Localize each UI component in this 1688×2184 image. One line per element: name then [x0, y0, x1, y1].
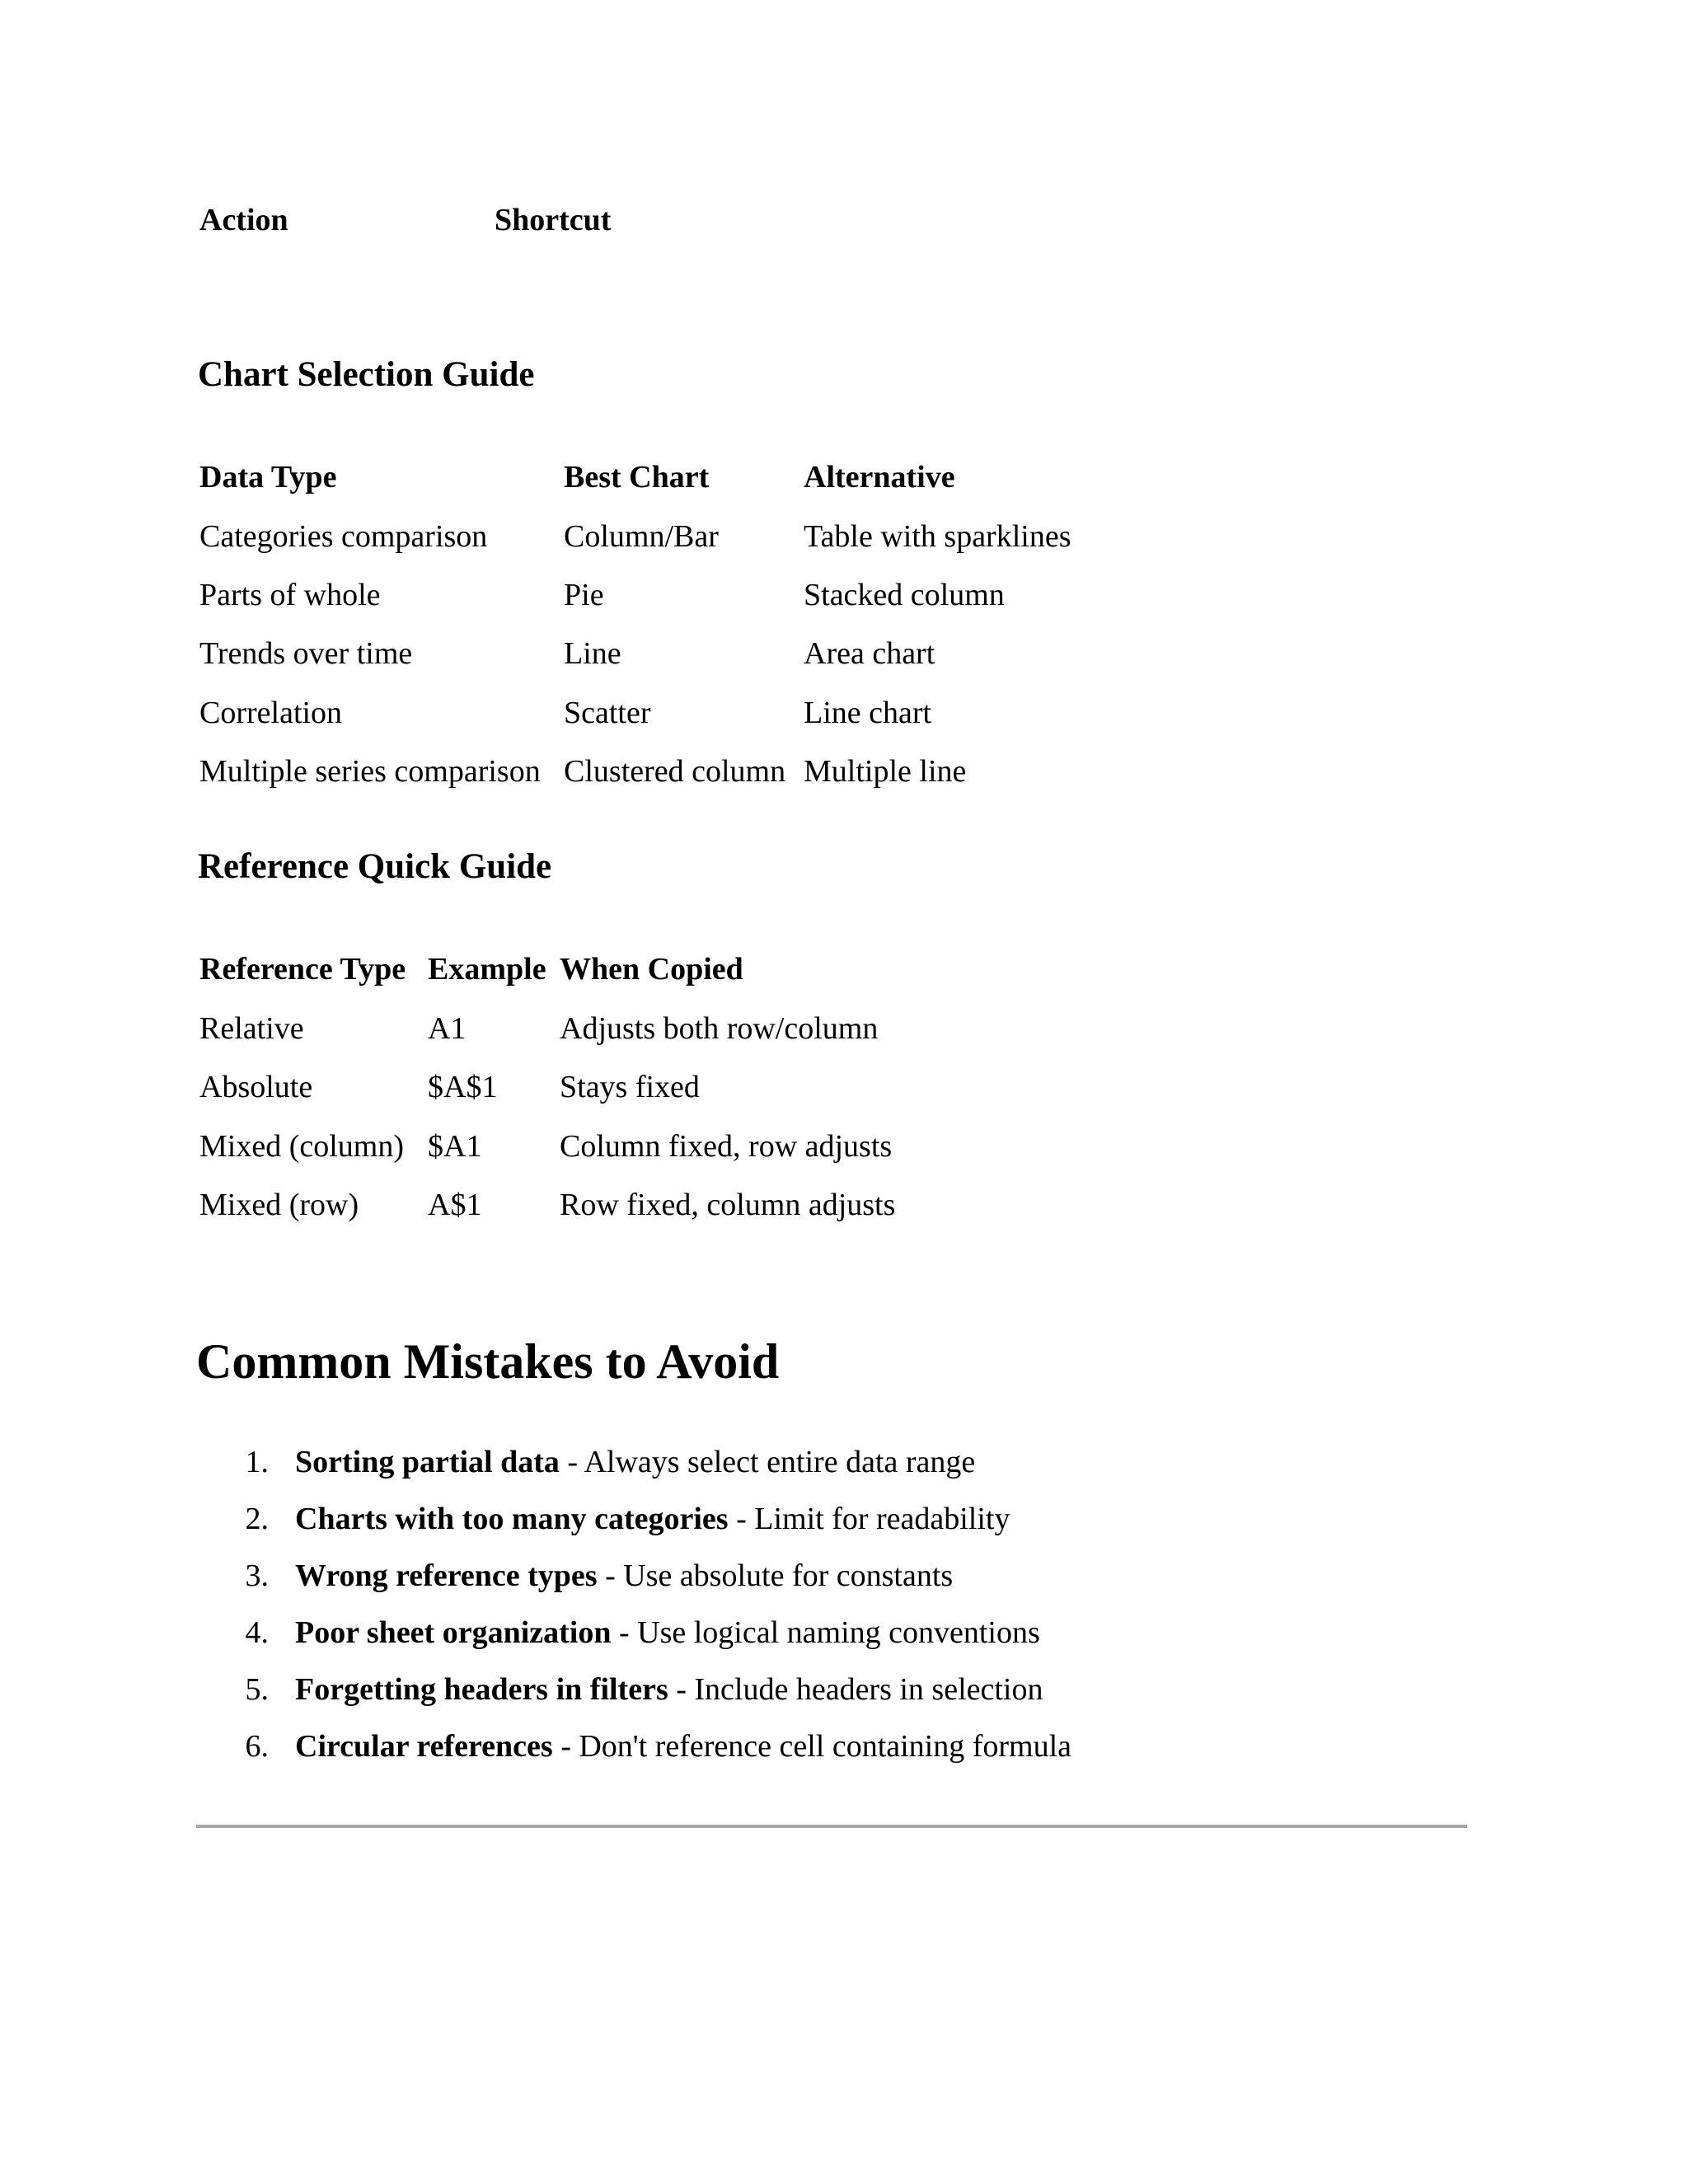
table-header-row — [199, 462, 1071, 521]
table-row — [199, 638, 1071, 697]
column-header-best-chart: Best Chart — [564, 460, 710, 494]
table-cell: Mixed (column) — [199, 1129, 405, 1164]
table-header-row — [199, 954, 895, 1013]
table-cell: Categories comparison — [199, 519, 488, 554]
table-cell: Table with sparklines — [804, 519, 1071, 554]
table-row — [199, 579, 1071, 638]
list-item-text — [295, 1503, 1010, 1535]
table-cell: Relative — [199, 1011, 304, 1046]
table-cell: Stays fixed — [560, 1070, 700, 1104]
list-item-text — [295, 1446, 975, 1478]
table-cell: Correlation — [199, 696, 343, 730]
list-item-text — [295, 1560, 953, 1591]
list-item-title: Circular references — [295, 1729, 553, 1764]
chart-guide-heading: Chart Selection Guide — [198, 355, 535, 394]
table-cell: Stacked column — [804, 578, 1005, 612]
list-item-text — [295, 1617, 1040, 1648]
table-cell: Absolute — [199, 1070, 313, 1104]
table-cell: Pie — [564, 578, 604, 612]
table-cell: Scatter — [564, 696, 651, 730]
table-header-row — [199, 204, 611, 236]
table-cell: Area chart — [804, 636, 935, 671]
list-item-title: Charts with too many categories — [295, 1502, 729, 1536]
table-cell: Column fixed, row adjusts — [560, 1129, 893, 1164]
table-cell: A$1 — [428, 1188, 482, 1222]
chart-guide-table — [199, 462, 1071, 805]
table-row — [199, 1071, 895, 1131]
table-row — [199, 756, 1071, 805]
list-item-number: 1. — [245, 1445, 269, 1479]
table-cell: Line — [564, 636, 621, 671]
table-cell: Parts of whole — [199, 578, 381, 612]
table-row — [199, 1131, 895, 1189]
list-item-number: 4. — [245, 1615, 269, 1650]
column-header-when-copied: When Copied — [560, 952, 743, 987]
list-item-description: - Include headers in selection — [668, 1672, 1043, 1707]
table-cell: Adjusts both row/column — [560, 1011, 879, 1046]
reference-guide-heading: Reference Quick Guide — [198, 847, 552, 886]
list-item-number: 2. — [245, 1502, 269, 1536]
list-item-title: Sorting partial data — [295, 1445, 560, 1479]
list-item-number: 6. — [245, 1729, 269, 1764]
list-item-text — [295, 1674, 1043, 1705]
list-item-description: - Don't reference cell containing formula — [552, 1729, 1072, 1764]
table-cell: $A1 — [428, 1129, 482, 1164]
list-item-number: 5. — [245, 1672, 269, 1707]
column-header-example: Example — [428, 952, 546, 987]
table-cell: Mixed (row) — [199, 1188, 359, 1222]
list-item-description: - Limit for readability — [728, 1502, 1010, 1536]
column-header-alternative: Alternative — [804, 460, 955, 494]
list-item-title: Poor sheet organization — [295, 1615, 612, 1650]
mistakes-heading: Common Mistakes to Avoid — [196, 1334, 780, 1389]
table-cell: Multiple series comparison — [199, 754, 541, 789]
list-item-description: - Use logical naming conventions — [611, 1615, 1040, 1650]
list-item-title: Wrong reference types — [295, 1558, 598, 1593]
table-cell: Line chart — [804, 696, 932, 730]
table-cell: Row fixed, column adjusts — [560, 1188, 896, 1222]
list-item-description: - Use absolute for constants — [597, 1558, 954, 1593]
table-row — [199, 1013, 895, 1071]
list-item-text — [295, 1731, 1071, 1762]
table-cell: $A$1 — [428, 1070, 498, 1104]
table-cell: Multiple line — [804, 754, 967, 789]
list-item-number: 3. — [245, 1558, 269, 1593]
table-cell: Column/Bar — [564, 519, 719, 554]
horizontal-rule — [196, 1825, 1467, 1828]
list-item-description: - Always select entire data range — [559, 1445, 976, 1479]
table-cell: Trends over time — [199, 636, 413, 671]
column-header-action: Action — [199, 203, 288, 237]
table-row — [199, 1189, 895, 1239]
table-cell: A1 — [428, 1011, 467, 1046]
column-header-shortcut: Shortcut — [495, 203, 612, 237]
column-header-reference-type: Reference Type — [199, 952, 406, 987]
column-header-data-type: Data Type — [199, 460, 337, 494]
table-cell: Clustered column — [564, 754, 786, 789]
shortcut-table — [199, 204, 611, 236]
list-item-title: Forgetting headers in filters — [295, 1672, 668, 1707]
reference-guide-table — [199, 954, 895, 1239]
table-row — [199, 521, 1071, 579]
table-row — [199, 697, 1071, 756]
